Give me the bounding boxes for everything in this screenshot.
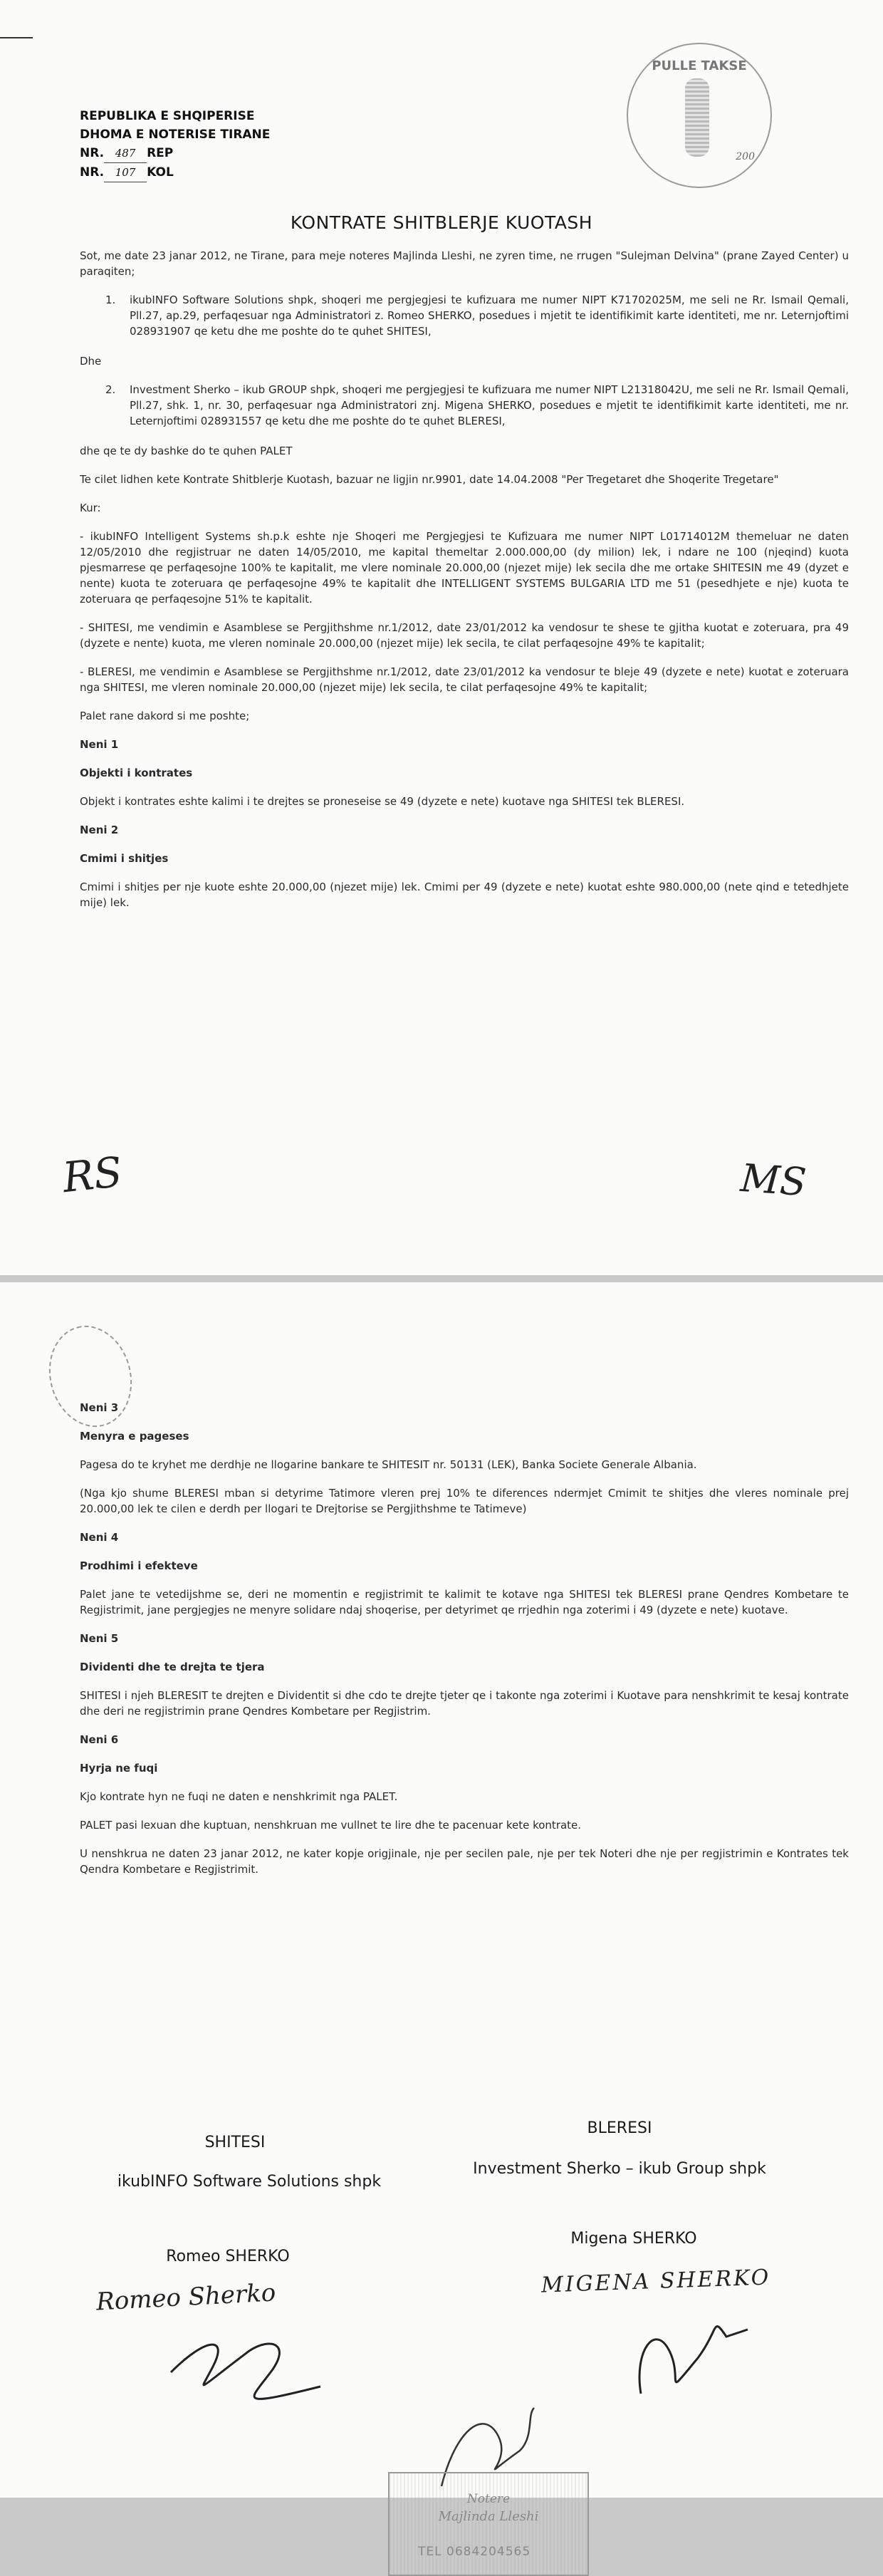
- article-6-heading: Neni 6: [80, 1733, 119, 1746]
- article-6-title: Hyrja ne fuqi: [80, 1762, 158, 1775]
- contract-body-page-2: [80, 1400, 849, 1890]
- article-1-title: Objekti i kontrates: [80, 767, 193, 779]
- party-number: 2.: [105, 383, 116, 396]
- tax-stamp-number: 200: [736, 151, 755, 162]
- document-title: KONTRATE SHITBLERJE KUOTASH: [290, 212, 593, 233]
- article-1-heading: Neni 1: [80, 738, 119, 751]
- buyer-company: Investment Sherko – ikub Group shpk: [473, 2160, 766, 2178]
- nr-label: NR.: [80, 165, 105, 180]
- article-6-text-1: Kjo kontrate hyn ne fuqi ne daten e nenshkrimit nga PALET.: [80, 1790, 398, 1803]
- tax-stamp-text: PULLE TAKSE: [652, 58, 747, 73]
- palet-paragraph: dhe qe te dy bashke do te quhen PALET: [80, 445, 293, 457]
- article-1-text: Objekt i kontrates eshte kalimi i te drejtes se proneseise se 49 (dyzete e nete) kuotave nga SHITESI tek BLERESI.: [80, 795, 685, 808]
- party-text: ikubINFO Software Solutions shpk, shoqeri me pergjegjesi te kufizuara me numer NIPT K71702025M, me seli ne Rr. Ismail Qemali, Pll.27, ap.29, perfaqesuar nga Administratori z. Romeo SHERKO, posedues i mjetit te identifikimit karte identiteti, me nr. Leternjoftimi 028931907 qe ketu dhe me poshte do te quhet SHITESI,: [130, 294, 849, 338]
- seller-label: SHITESI: [204, 2134, 266, 2151]
- kur-label: Kur:: [80, 502, 101, 514]
- contract-page-2: [0, 1282, 883, 2559]
- nr-rep-suffix: REP: [147, 146, 174, 160]
- notary-stamp-name: Majlinda Lleshi: [438, 2509, 539, 2524]
- stamp-emblem-icon: [685, 78, 709, 157]
- kur-item-3: - BLERESI, me vendimin e Asamblese se Pergjithshme nr.1/2012, date 23/01/2012 ka vendosur te bleje 49 (dyzete e nete) kuotat e zoteruara nga SHITESI, me vleren nominale 20.000,00 (njezet mije) lek secila, te cilat perfaqesojne 49% te kapitalit;: [80, 665, 849, 694]
- article-4-heading: Neni 4: [80, 1531, 119, 1544]
- seller-handwritten-name: Romeo Sherko: [95, 2278, 277, 2317]
- document-header: [80, 107, 270, 182]
- header-chamber: DHOMA E NOTERISE TIRANE: [80, 128, 271, 142]
- party-1: [105, 292, 849, 339]
- header-republic: REPUBLIKA E SHQIPERISE: [80, 109, 255, 123]
- nr-label: NR.: [80, 146, 105, 160]
- initials-right: MS: [738, 1155, 808, 1205]
- article-3-note: (Nga kjo shume BLERESI mban si detyrime Tatimore vleren prej 10% te diferences ndermjet Cmimit te shitjes dhe vleres nominale prej 20.000,00 lek te cilen e derdh per llogari te Drejtorise se Pergjithshme te Tatimeve): [80, 1487, 849, 1515]
- nr-rep-value: 487: [104, 144, 147, 163]
- notary-stamp: [388, 2472, 589, 2576]
- notary-stamp-phone: TEL 0684204565: [418, 2545, 531, 2559]
- contract-page-1: [0, 0, 883, 1275]
- article-4-title: Prodhimi i efekteve: [80, 1559, 198, 1572]
- kur-item-1: - ikubINFO Intelligent Systems sh.p.k eshte nje Shoqeri me Pergjegjesi te Kufizuara me numer NIPT L01714012M themeluar ne daten 12/05/2010 dhe regjistruar ne daten 14/05/2010, me kapital themeltar 2.000.000,00 (dy milion) lek, i ndare ne 100 (njeqind) kuota pjesmarrese qe perfaqesojne 100% te kapitalit, me vlere nominale 20.000,00 (njezet mije) lek secila dhe me ortake SHITESIN me 49 (dyzet e nente) kuota te zoteruara qe perfaqesojne 49% te kapitalit dhe INTELLIGENT SYSTEMS BULGARIA LTD me 51 (pesedhjete e nje) kuota te zoteruara qe perfaqesojne 51% te kapitalit.: [80, 530, 849, 606]
- article-6-text-2: PALET pasi lexuan dhe kuptuan, nenshkruan me vullnet te lire dhe te pacenuar kete kontrate.: [80, 1819, 582, 1832]
- article-5-text: SHITESI i njeh BLERESIT te drejten e Dividentit si dhe cdo te drejte tjeter qe i takonte nga zoterimi i Kuotave para nenshkrimit te kesaj kontrate dhe deri ne regjistrimin prane Qendres Kombetare per Regjistrim.: [80, 1689, 849, 1718]
- article-5-heading: Neni 5: [80, 1632, 119, 1645]
- article-5-title: Dividenti dhe te drejta te tjera: [80, 1661, 265, 1673]
- article-3-heading: Neni 3: [80, 1401, 119, 1414]
- party-number: 1.: [105, 294, 116, 306]
- notary-stamp-title: Notere: [466, 2492, 511, 2506]
- article-4-text: Palet jane te vetedijshme se, deri ne momentin e regjistrimit te kalimit te kotave nga SHITESI tek BLERESI prane Qendres Kombetare te Regjistrimit, jane pergjegjes ne menyre solidare ndaj shoqerise, per detyrimet qe rrjedhin nga zoterimi i 49 (dyzete e nete) kuotave.: [80, 1588, 849, 1616]
- kur-item-2: - SHITESI, me vendimin e Asamblese se Pergjithshme nr.1/2012, date 23/01/2012 ka vendosur te shese te gjitha kuotat e zoteruara, pra 49 (dyzete e nente) kuota, me vleren nominale 20.000,00 (njezet mije) lek secila, te cilat perfaqesojne 49% te kapitalit;: [80, 621, 849, 650]
- article-2-text: Cmimi i shitjes per nje kuote eshte 20.000,00 (njezet mije) lek. Cmimi per 49 (dyzete e nete) kuotat eshte 980.000,00 (nete qind e tetedhjete mije) lek.: [80, 881, 849, 909]
- article-3-text: Pagesa do te kryhet me derdhje ne llogarine bankare te SHITESIT nr. 50131 (LEK), Banka Societe Generale Albania.: [80, 1458, 697, 1471]
- nr-kol-suffix: KOL: [147, 165, 174, 180]
- agreement-paragraph: Palet rane dakord si me poshte;: [80, 710, 250, 722]
- buyer-signature-icon: [620, 2308, 762, 2415]
- buyer-handwritten-name: MIGENA SHERKO: [540, 2265, 771, 2298]
- article-6-text-3: U nenshkrua ne daten 23 janar 2012, ne kater kopje origjinale, nje per secilen pale, nje per tek Noteri dhe nje per regjistrimin e Kontrates tek Qendra Kombetare e Regjistrimit.: [80, 1847, 849, 1876]
- seller-name: Romeo SHERKO: [166, 2248, 290, 2265]
- law-paragraph: Te cilet lidhen kete Kontrate Shitblerje Kuotash, bazuar ne ligjin nr.9901, date 14.04.2008 "Per Tregetaret dhe Shoqerite Tregetare": [80, 473, 779, 486]
- buyer-name: Migena SHERKO: [570, 2230, 697, 2248]
- party-2: [105, 382, 849, 429]
- scan-mark: [0, 37, 33, 38]
- dhe-paragraph: Dhe: [80, 355, 102, 368]
- seller-signature-icon: [164, 2322, 335, 2415]
- article-2-title: Cmimi i shitjes: [80, 852, 169, 865]
- contract-body-page-1: [80, 248, 849, 923]
- tax-stamp: [627, 43, 772, 188]
- header-nr-kol: [80, 163, 270, 182]
- buyer-label: BLERESI: [587, 2119, 652, 2137]
- party-text: Investment Sherko – ikub GROUP shpk, shoqeri me pergjegjesi te kufizuara me numer NIPT L21318042U, me seli ne Rr. Ismail Qemali, Pll.27, shk. 1, nr. 30, perfaqesuar nga Administratori znj. Migena SHERKO, posedues e mjetit te identifikimit karte identiteti, me nr. Leternjoftimi 028931557 qe ketu dhe me poshte do te quhet BLERESI,: [130, 383, 849, 427]
- seller-company: ikubINFO Software Solutions shpk: [117, 2173, 382, 2191]
- intro-paragraph: Sot, me date 23 janar 2012, ne Tirane, para meje noteres Majlinda Lleshi, ne zyren time, ne rrugen "Sulejman Delvina" (prane Zayed Center) u paraqiten;: [80, 249, 849, 278]
- initials-left: RS: [60, 1147, 125, 1203]
- nr-kol-value: 107: [104, 163, 147, 182]
- article-3-title: Menyra e pageses: [80, 1430, 189, 1443]
- article-2-heading: Neni 2: [80, 824, 119, 836]
- header-nr-rep: [80, 144, 270, 163]
